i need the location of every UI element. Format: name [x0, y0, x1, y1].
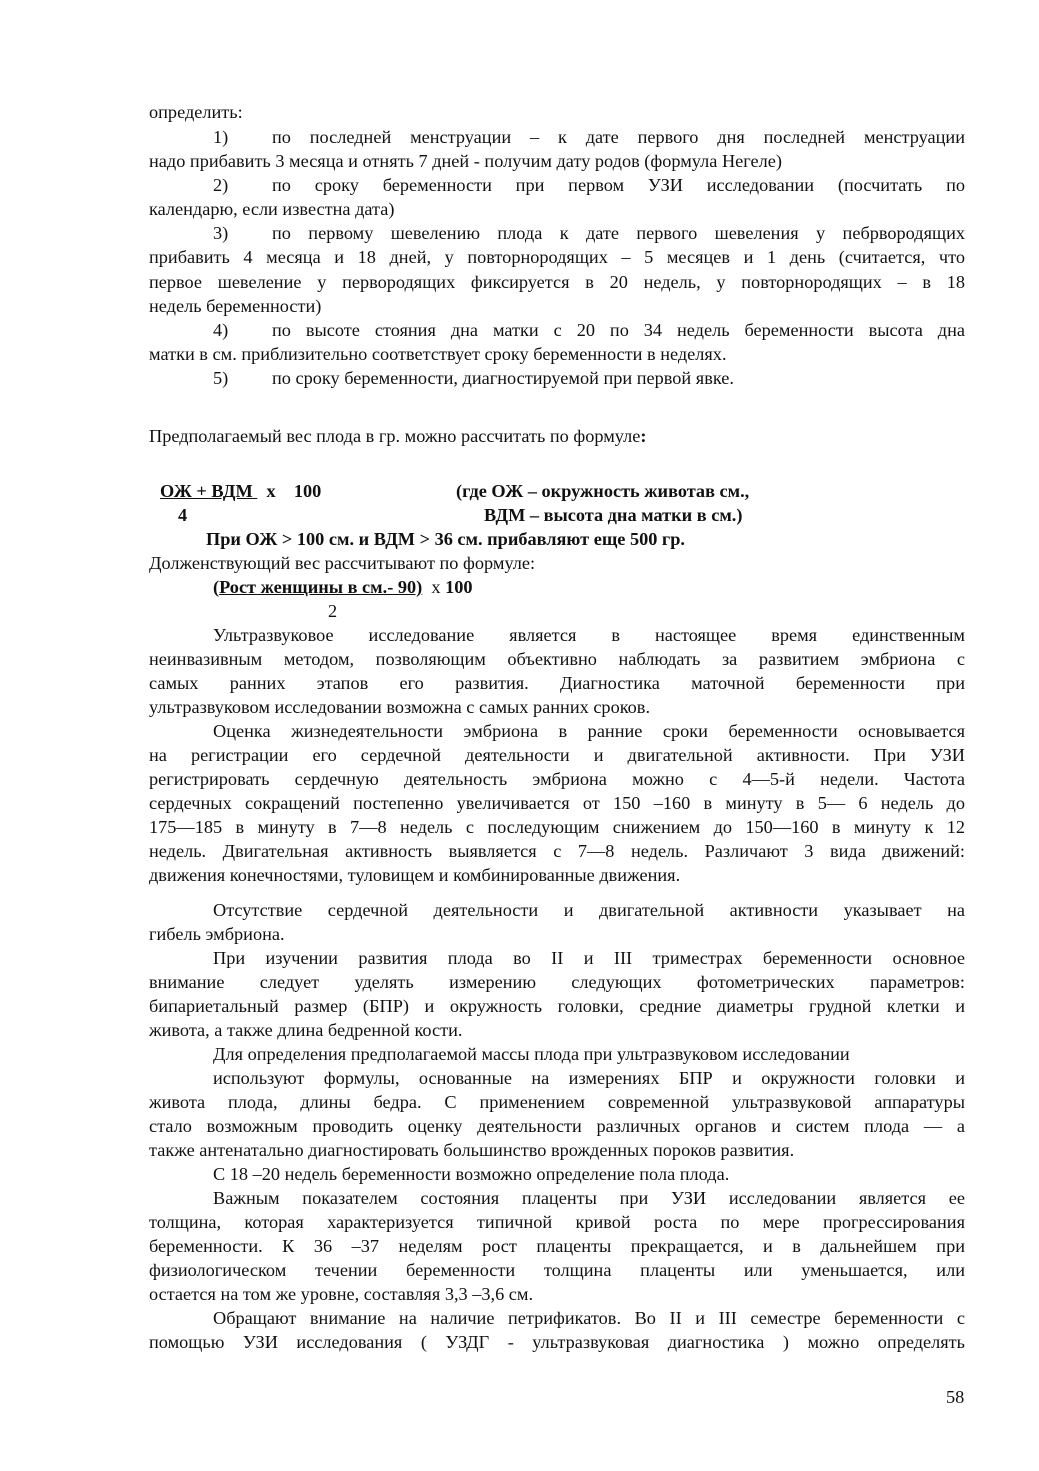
paragraph-line: физиологическом течении беременности толщина плаценты или уменьшается, или: [149, 1260, 965, 1280]
due-weight-factor: 100: [445, 577, 473, 597]
formula-note-1: (где ОЖ – окружность животав см.,: [456, 481, 750, 501]
paragraph-line: Важным показателем состояния плаценты при УЗИ исследовании является ее: [213, 1188, 965, 1208]
formula-rule: При ОЖ > 100 см. и ВДМ > 36 см. прибавляют еще 500 гр.: [206, 529, 685, 549]
list-item-text: матки в см. приблизительно соответствует сроку беременности в неделях.: [149, 344, 727, 364]
weight-formula-colon: :: [640, 426, 647, 446]
paragraph-line: Отсутствие сердечной деятельности и двигательной активности указывает на: [213, 900, 965, 920]
paragraph-line: регистрировать сердечную деятельность эмбриона можно с 4—5-й недели. Частота: [149, 769, 965, 789]
paragraph-line: также антенатально диагностировать большинство врожденных пороков развития.: [149, 1140, 795, 1160]
due-weight-open-paren: (: [213, 577, 220, 597]
paragraph-line: самых ранних этапов его развития. Диагностика маточной беременности при: [149, 673, 965, 693]
formula-times: х: [266, 481, 276, 501]
paragraph-line: неинвазивным методом, позволяющим объективно наблюдать за развитием эмбриона с: [149, 649, 965, 669]
paragraph-line: используют формулы, основанные на измерениях БПР и окружности головки и: [213, 1068, 965, 1088]
list-item-number: 3): [213, 223, 229, 243]
paragraph-line: 175—185 в минуту в 7—8 недель с последующим снижением до 150—160 в минуту к 12: [149, 817, 965, 837]
due-weight-denominator: 2: [328, 601, 338, 621]
list-item-text: надо прибавить 3 месяца и отнять 7 дней - получим дату родов (формула Негеле): [149, 151, 782, 171]
paragraph-line: бипариетальный размер (БПР) и окружность головки, средние диаметры грудной клетки и: [149, 996, 965, 1016]
due-weight-intro: Долженствующий вес рассчитывают по формуле:: [149, 553, 536, 573]
due-weight-numerator: Рост женщины в см.- 90): [219, 577, 423, 597]
list-item-text: первое шевеление у первородящих фиксируется в 20 недель, у повторнородящих – в 18: [149, 272, 965, 292]
paragraph-line: ультразвуковом исследовании возможна с самых ранних сроков.: [149, 697, 651, 717]
list-item-text: по первому шевелению плода к дате первого шевеления у пебрвородящих: [272, 223, 965, 243]
weight-formula-intro: [149, 424, 646, 448]
list-item-number: 1): [213, 127, 229, 147]
intro-text: определить:: [149, 102, 243, 122]
paragraph-line: помощью УЗИ исследования ( УЗДГ - ультразвуковая диагностика ) можно определять: [149, 1332, 965, 1352]
list-item-text: по сроку беременности при первом УЗИ исследовании (посчитать по: [272, 175, 965, 195]
paragraph-line: внимание следует уделять измерению следующих фотометрических параметров:: [149, 972, 965, 992]
paragraph-line: Оценка жизнедеятельности эмбриона в ранние сроки беременности основывается: [213, 721, 965, 741]
paragraph-line: живота, а также длина бедренной кости.: [149, 1020, 463, 1040]
list-item-text: недель беременности): [149, 296, 322, 316]
paragraph-line: С 18 –20 недель беременности возможно определение пола плода.: [213, 1164, 730, 1184]
list-item-number: 4): [213, 320, 229, 340]
list-item-number: 5): [213, 368, 229, 388]
list-item-text: по сроку беременности, диагностируемой при первой явке.: [272, 368, 734, 388]
list-item-text: по высоте стояния дна матки с 20 по 34 недель беременности высота дна: [272, 320, 965, 340]
paragraph-line: беременности. К 36 –37 неделям рост плаценты прекращается, и в дальнейшем при: [149, 1236, 965, 1256]
paragraph-line: Обращают внимание на наличие петрификатов. Во II и III семестре беременности с: [213, 1308, 965, 1328]
formula-numerator: [160, 479, 321, 503]
paragraph-line: на регистрации его сердечной деятельности и двигательной активности. При УЗИ: [149, 745, 965, 765]
formula-denominator: 4: [178, 505, 188, 525]
formula-note-2: ВДМ – высота дна матки в см.): [484, 505, 743, 525]
paragraph-line: движения конечностями, туловищем и комбинированные движения.: [149, 865, 681, 885]
list-item-text: календарю, если известна дата): [149, 199, 395, 219]
paragraph-line: живота плода, длины бедра. С применением современной ультразвуковой аппаратуры: [149, 1092, 965, 1112]
formula-factor: 100: [293, 481, 322, 501]
due-weight-formula: [213, 575, 473, 599]
paragraph-line: стало возможным проводить оценку деятельности различных органов и систем плода — а: [149, 1116, 965, 1136]
due-weight-times: х: [431, 577, 441, 597]
paragraph-line: Для определения предполагаемой массы плода при ультразвуковом исследовании: [213, 1044, 850, 1064]
formula-numerator-text: ОЖ + ВДМ: [160, 481, 253, 501]
paragraph-line: гибель эмбриона.: [149, 924, 285, 944]
paragraph-line: недель. Двигательная активность выявляется с 7—8 недель. Различают 3 вида движений:: [149, 841, 965, 861]
paragraph-line: толщина, которая характеризуется типичной кривой роста по мере прогрессирования: [149, 1212, 965, 1232]
page-number: 58: [946, 1387, 965, 1407]
paragraph-line: При изучении развития плода во II и III триместрах беременности основное: [213, 948, 965, 968]
list-item-text: по последней менструации – к дате первого дня последней менструации: [272, 127, 965, 147]
paragraph-line: остается на том же уровне, составляя 3,3 –3,6 см.: [149, 1284, 534, 1304]
paragraph-line: сердечных сокращений постепенно увеличивается от 150 –160 в минуту в 5— 6 недель до: [149, 793, 965, 813]
weight-formula-intro-text: Предполагаемый вес плода в гр. можно рассчитать по формуле: [149, 426, 641, 446]
list-item-number: 2): [213, 175, 229, 195]
paragraph-line: Ультразвуковое исследование является в настоящее время единственным: [213, 625, 965, 645]
list-item-text: прибавить 4 месяца и 18 дней, у повторнородящих – 5 месяцев и 1 день (считается, что: [149, 247, 965, 267]
